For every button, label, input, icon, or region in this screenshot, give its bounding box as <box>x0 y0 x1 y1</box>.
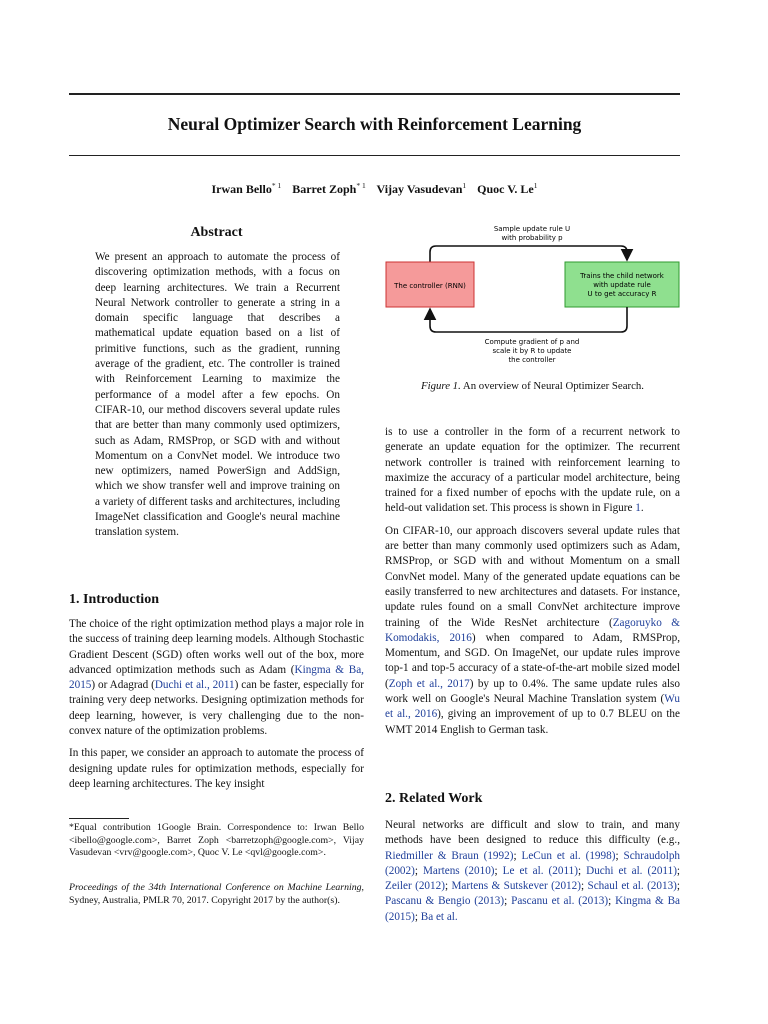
citation-link[interactable]: Wu et al., 2016 <box>385 693 680 721</box>
controller-label: The controller (RNN) <box>394 282 466 290</box>
author-mark: * 1 <box>356 181 366 190</box>
figure-caption: Figure 1. An overview of Neural Optimizer Search. <box>421 380 644 392</box>
right-column-text <box>385 425 680 738</box>
title-top-rule <box>69 93 680 95</box>
top-label-line: with probability p <box>501 234 563 242</box>
citation-link[interactable]: Zeiler (2012) <box>385 880 445 893</box>
sample-arrow <box>430 246 627 262</box>
author-name: Irwan Bello <box>211 182 272 196</box>
author-list <box>69 181 680 197</box>
section-heading: 1. Introduction <box>69 592 159 607</box>
citation-link[interactable]: Duchi et al., 2011 <box>154 679 235 692</box>
citation-link[interactable]: Schaul et al. (2013) <box>587 880 677 893</box>
citation-link[interactable]: Ba et al. <box>420 910 458 923</box>
bottom-label-line: the controller <box>508 356 556 364</box>
child-label-line: Trains the child network <box>580 272 664 280</box>
citation-link[interactable]: Riedmiller & Braun (1992) <box>385 849 514 862</box>
figure-1-diagram <box>385 222 680 372</box>
author-mark: * 1 <box>271 181 282 190</box>
author-mark: 1 <box>533 181 538 190</box>
citation-link[interactable]: Schraudolph (2002) <box>385 849 681 877</box>
citation-link[interactable]: Martens (2010) <box>422 864 495 877</box>
section-heading: 2. Related Work <box>385 791 483 806</box>
citation-link[interactable]: Duchi et al. (2011) <box>586 864 677 877</box>
proceedings-note: Proceedings of the 34th International Conference on Machine Learning, Sydney, Australia, PMLR 70, 2017. Copyright 2017 by the author(s). <box>69 882 364 906</box>
intro-paragraph: On CIFAR-10, our approach discovers several update rules that are better than many commonly used optimizers such as Adam, RMSProp, or SGD with and without Momentum on a small ConvNet model. Many of the generated update equations can be easily transferred to new architectures and datasets. For instance, update rules found on a small ConvNet architecture improve training of the Wide ResNet architecture (Zagoruyko & Komodakis, 2016) when compared to Adam, RMSProp, Momentum, and SGD. On ImageNet, our update rules improve top-1 and top-5 accuracy of a state-of-the-art mobile sized model (Zoph et al., 2017) by up to 0.4%. The same update rules also work well on Google's Neural Machine Translation system (Wu et al., 2016), giving an improvement of up to 0.7 BLEU on the WMT 2014 English to German task. <box>385 524 681 736</box>
citation-link[interactable]: Kingma & Ba, 2015 <box>69 663 364 692</box>
figure-reference-link[interactable]: 1 <box>635 502 641 515</box>
paper-title: Neural Optimizer Search with Reinforcement Learning <box>167 114 582 134</box>
intro-paragraph: In this paper, we consider an approach to automate the process of designing update rules for optimization methods, especially for deep learning architectures. The key insight <box>69 747 364 790</box>
related-work-section <box>385 791 680 925</box>
child-label-line: U to get accuracy R <box>587 290 657 298</box>
citation-link[interactable]: LeCun et al. (1998) <box>521 849 616 862</box>
author-mark: 1 <box>462 181 467 190</box>
bottom-label-line: scale it by R to update <box>492 347 572 355</box>
intro-paragraph: is to use a controller in the form of a recurrent network to generate an update equation for the optimizer. The recurrent network controller is trained with reinforcement learning to maximize the accuracy of a particular model architecture, being trained for a fixed number of epochs with the update rule, on a held-out validation set. This process is shown in Figure 1. <box>385 426 680 515</box>
footnote-rule <box>69 818 129 819</box>
citation-link[interactable]: Zoph et al., 2017 <box>388 677 470 690</box>
citation-link[interactable]: Pascanu & Bengio (2013) <box>385 895 505 908</box>
citation-link[interactable]: Le et al. (2011) <box>502 864 578 877</box>
related-work-paragraph: Neural networks are difficult and slow to train, and many methods have been designed to reduce this difficulty (e.g., Riedmiller & Braun (1992); LeCun et al. (1998); Schraudolph (2002); Martens (2010); Le et al. (2011); Duchi et al. (2011); Zeiler (2012); Martens & Sutskever (2012); Schaul et al. (2013); Pascanu & Bengio (2013); Pascanu et al. (2013); Kingma & Ba (2015); Ba et al. <box>385 819 681 923</box>
title-bottom-rule <box>69 155 680 156</box>
author-name: Quoc V. Le <box>477 182 534 196</box>
author-name: Barret Zoph <box>292 182 357 196</box>
footnote: *Equal contribution 1Google Brain. Correspondence to: Irwan Bello <ibello@google.com>, Barret Zoph <barretzoph@google.com>, Vijay Vasudevan <vrv@google.com>, Quoc V. Le <qvl@google.com>. <box>69 822 364 859</box>
author-name: Vijay Vasudevan <box>376 182 463 196</box>
abstract-heading: Abstract <box>190 225 243 240</box>
bottom-label-line: Compute gradient of p and <box>484 338 580 346</box>
citation-link[interactable]: Kingma & Ba (2015) <box>385 895 681 923</box>
update-arrow <box>430 307 627 332</box>
introduction-section <box>69 592 364 792</box>
intro-paragraph: The choice of the right optimization method plays a major role in the success of training deep learning models. Although Stochastic Gradient Descent (SGD) often works well out of the box, more advanced optimization methods such as Adam (Kingma & Ba, 2015) or Adagrad (Duchi et al., 2011) can be faster, especially for training very deep networks. Designing optimization methods for deep learning, however, is very challenging due to the non-convex nature of the optimization problems. <box>69 618 365 738</box>
citation-link[interactable]: Martens & Sutskever (2012) <box>451 880 581 893</box>
abstract-text: We present an approach to automate the process of discovering optimization methods, with a focus on deep learning architectures. We train a Recurrent Neural Network controller to generate a string in a domain specific language that describes a mathematical update equation based on a list of primitive functions, such as the gradient, running average of the gradient, etc. The controller is trained with Reinforcement Learning to maximize the performance of a model after a few epochs. On CIFAR-10, our method discovers several update rules that are better than many commonly used optimizers, such as Adam, RMSProp, or SGD with and without Momentum on a ConvNet model. We introduce two new optimizers, named PowerSign and AddSign, which we show transfer well and improve training on a variety of different tasks and architectures, including ImageNet classification and Google's neural machine translation system. <box>95 251 340 539</box>
citation-link[interactable]: Zagoruyko & Komodakis, 2016 <box>385 616 680 644</box>
child-label-line: with update rule <box>593 281 651 289</box>
top-label-line: Sample update rule U <box>493 225 571 233</box>
citation-link[interactable]: Pascanu et al. (2013) <box>511 895 609 908</box>
